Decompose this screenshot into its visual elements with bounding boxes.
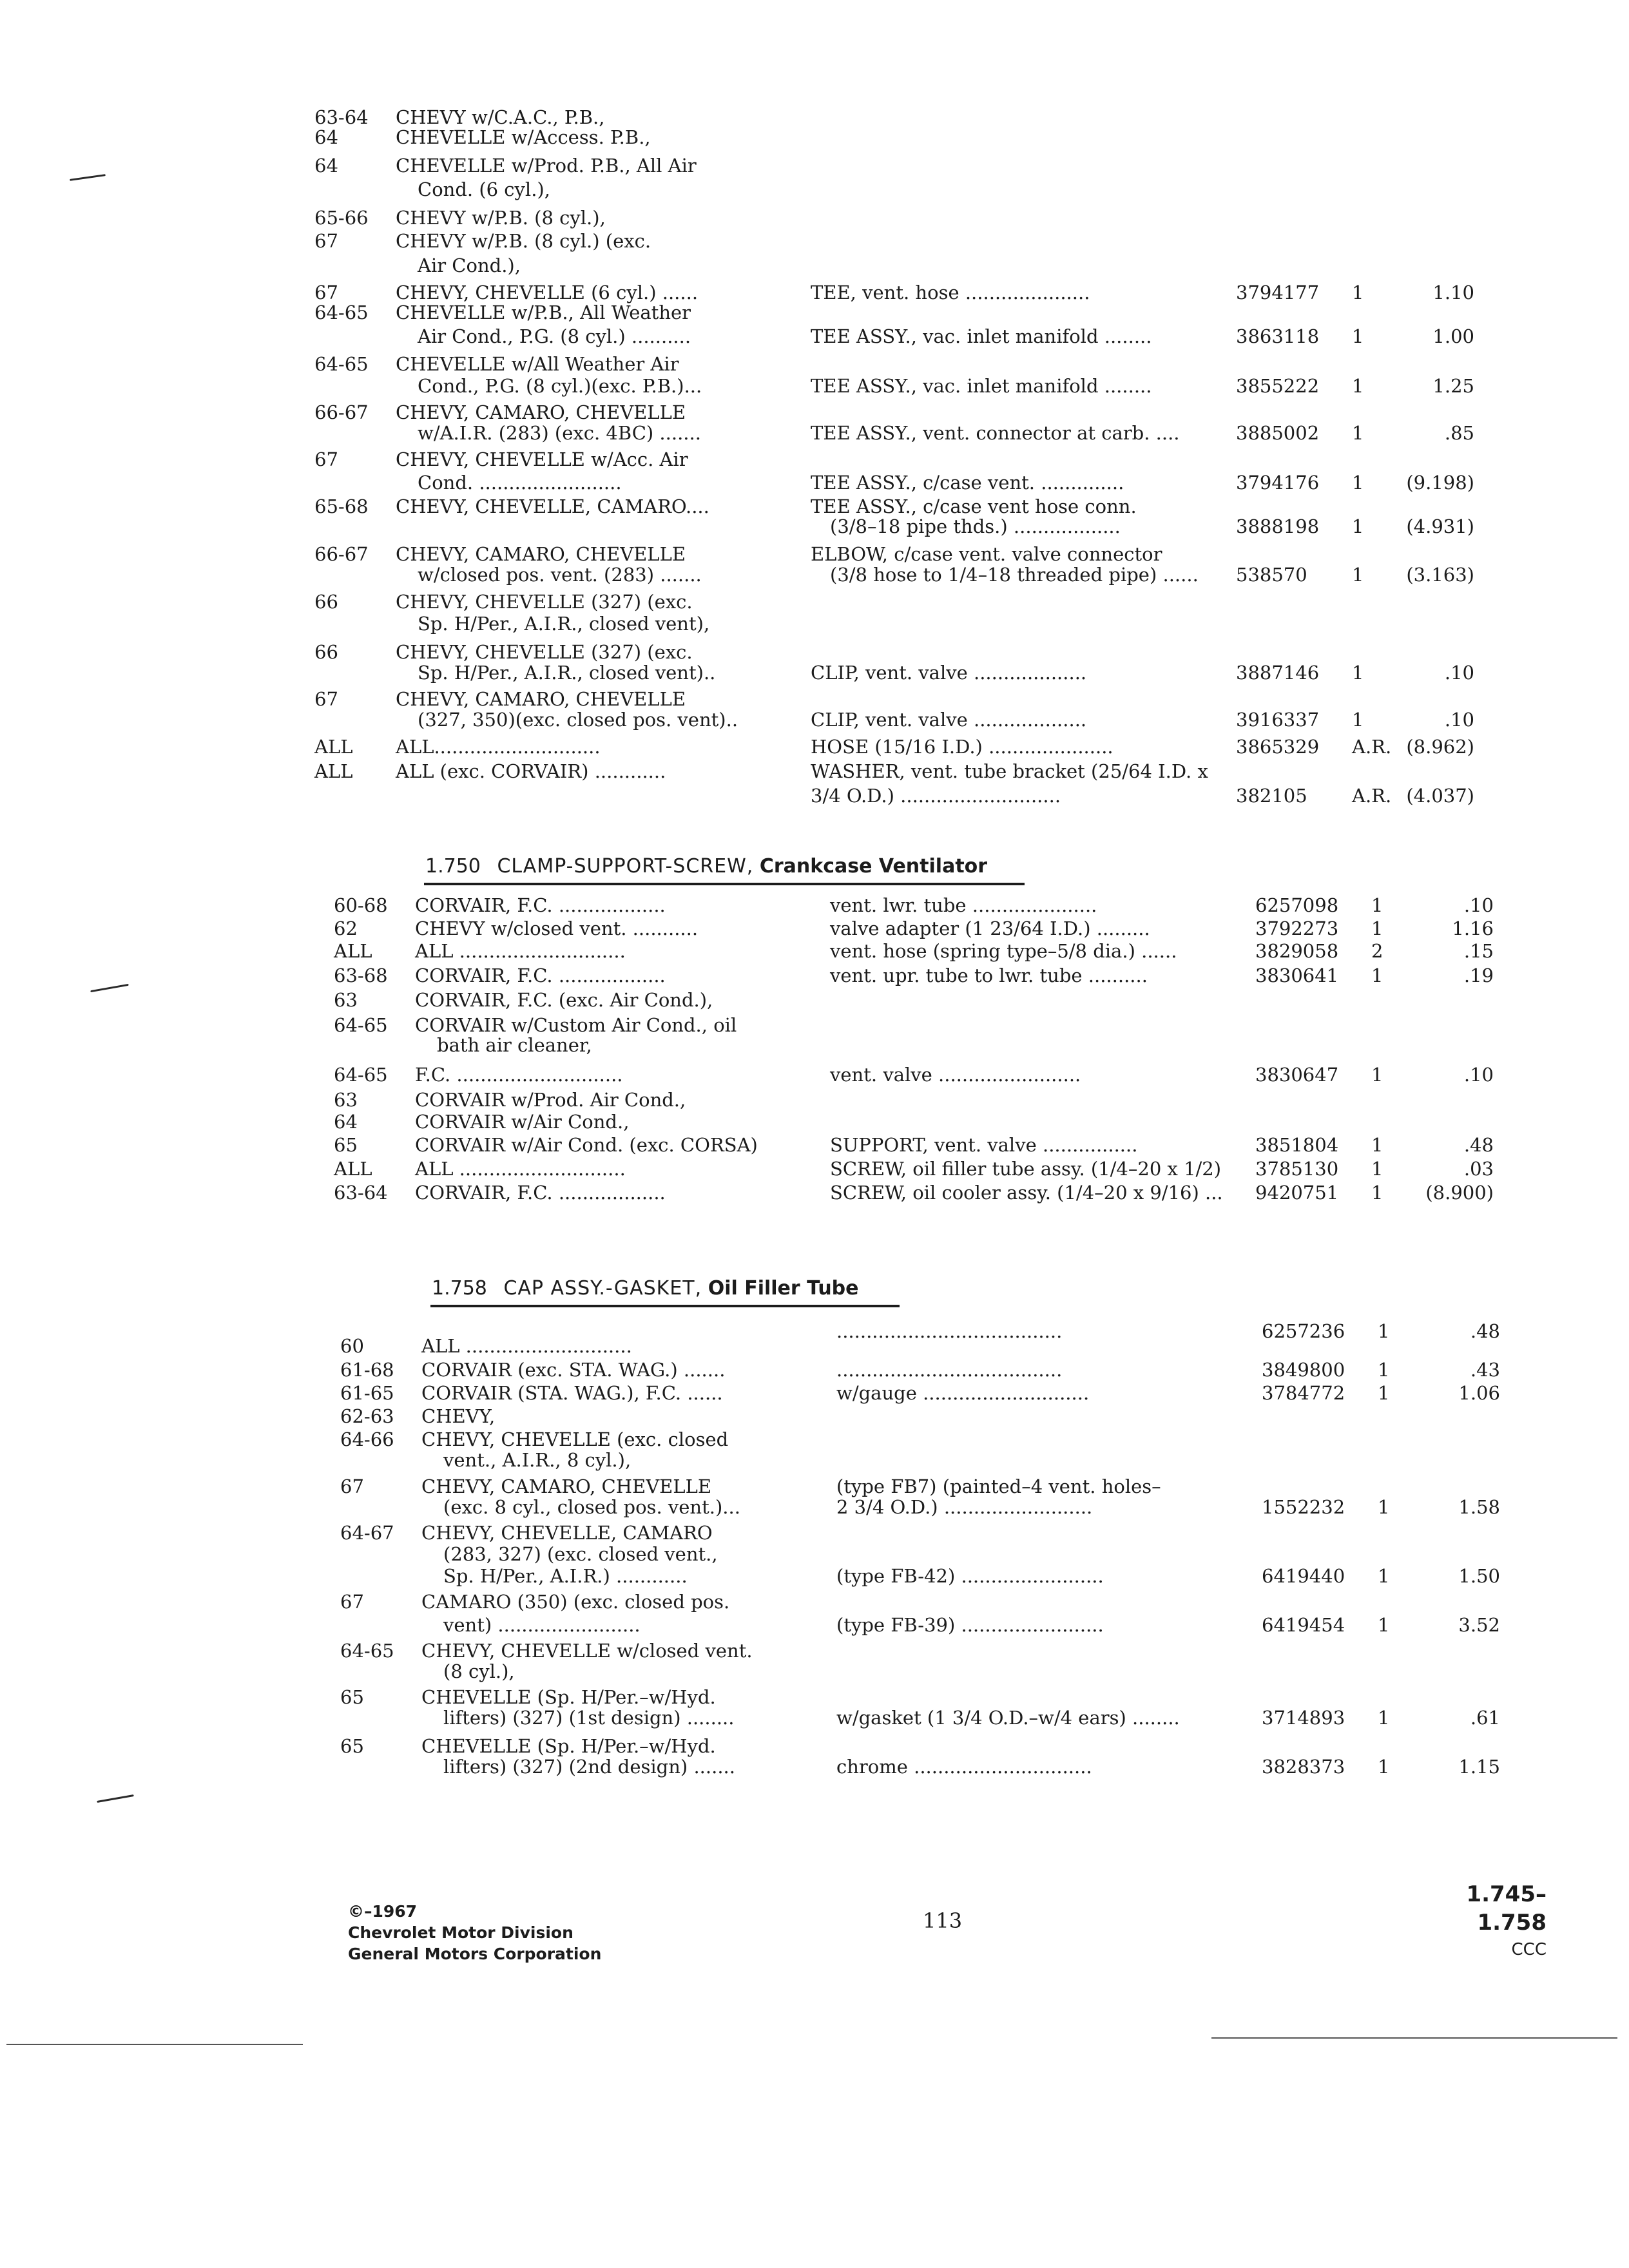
application-cell: CHEVY, CHEVELLE w/Acc. Air	[396, 448, 688, 470]
application-cell: vent) ........................	[443, 1614, 641, 1636]
application-cell: CAMARO (350) (exc. closed pos.	[421, 1591, 730, 1613]
publisher-block	[348, 1901, 601, 1965]
price-cell: 1.16	[1452, 918, 1494, 939]
application-cell: CHEVY w/C.A.C., P.B.,	[396, 106, 605, 128]
year-cell: 67	[340, 1475, 364, 1497]
description-cell: (3/8–18 pipe thds.) ..................	[830, 515, 1121, 537]
quantity-cell: 1	[1352, 282, 1364, 303]
application-cell: (exc. 8 cyl., closed pos. vent.)...	[443, 1496, 740, 1518]
description-cell: valve adapter (1 23/64 I.D.) .........	[830, 918, 1150, 939]
application-cell: ALL ............................	[415, 1158, 626, 1180]
part-number-cell: 3829058	[1255, 940, 1339, 962]
description-cell: w/gauge ............................	[836, 1382, 1090, 1404]
corporation-name: General Motors Corporation	[348, 1945, 602, 1963]
part-number-cell: 3888198	[1236, 515, 1320, 537]
quantity-cell: 2	[1371, 940, 1383, 962]
application-cell: Sp. H/Per., A.I.R., closed vent),	[418, 613, 710, 635]
description-cell: TEE ASSY., vac. inlet manifold ........	[811, 375, 1152, 397]
application-cell: CHEVY, CHEVELLE, CAMARO	[421, 1522, 713, 1544]
year-cell: 67	[314, 282, 338, 303]
year-cell: 62-63	[340, 1405, 394, 1427]
description-cell: SCREW, oil cooler assy. (1/4–20 x 9/16) ...	[830, 1182, 1223, 1204]
application-cell: ALL (exc. CORVAIR) ............	[396, 760, 666, 782]
application-cell: CHEVELLE w/All Weather Air	[396, 353, 679, 375]
bottom-edge-line	[1211, 2037, 1617, 2039]
application-cell: lifters) (327) (1st design) ........	[443, 1707, 735, 1729]
description-cell: HOSE (15/16 I.D.) .....................	[811, 736, 1113, 758]
application-cell: CORVAIR (STA. WAG.), F.C. ......	[421, 1382, 723, 1404]
year-cell: 64-65	[314, 302, 369, 323]
section-heading: CLAMP-SUPPORT-SCREW,	[497, 855, 754, 878]
description-cell: ......................................	[836, 1320, 1063, 1342]
description-cell: vent. valve ........................	[830, 1064, 1081, 1086]
part-number-cell: 3714893	[1262, 1707, 1345, 1729]
application-cell: CORVAIR w/Custom Air Cond., oil	[415, 1014, 737, 1036]
application-cell: w/closed pos. vent. (283) .......	[418, 564, 702, 586]
price-cell: .10	[1463, 1064, 1494, 1086]
part-number-cell: 3863118	[1236, 325, 1320, 347]
year-cell: 63-64	[314, 106, 369, 128]
quantity-cell: 1	[1378, 1565, 1390, 1587]
section-title-1758	[432, 1276, 859, 1302]
year-cell: ALL	[314, 760, 353, 782]
part-number-cell: 6419454	[1262, 1614, 1345, 1636]
description-cell: CLIP, vent. valve ...................	[811, 709, 1087, 731]
year-cell: 63-64	[334, 1182, 388, 1204]
year-cell: 61-65	[340, 1382, 394, 1404]
application-cell: CHEVY, CHEVELLE, CAMARO....	[396, 495, 709, 517]
year-cell: 65	[340, 1686, 364, 1708]
application-cell: CHEVELLE w/P.B., All Weather	[396, 302, 691, 323]
price-cell: .10	[1444, 662, 1474, 684]
part-number-cell: 3785130	[1255, 1158, 1339, 1180]
price-cell: (9.198)	[1406, 472, 1474, 494]
quantity-cell: 1	[1371, 1158, 1383, 1180]
description-cell: TEE ASSY., c/case vent hose conn.	[811, 495, 1137, 517]
part-number-cell: 3830647	[1255, 1064, 1339, 1086]
application-cell: CORVAIR w/Air Cond.,	[415, 1111, 630, 1133]
part-number-cell: 3916337	[1236, 709, 1320, 731]
application-cell: CHEVY w/P.B. (8 cyl.),	[396, 207, 606, 229]
year-cell: ALL	[334, 940, 372, 962]
part-number-cell: 3830641	[1255, 965, 1339, 986]
part-number-cell: 9420751	[1255, 1182, 1339, 1204]
year-cell: 64	[334, 1111, 358, 1133]
part-number-cell: 3792273	[1255, 918, 1339, 939]
quantity-cell: 1	[1378, 1496, 1390, 1518]
description-cell: vent. hose (spring type–5/8 dia.) ......	[830, 940, 1177, 962]
part-number-cell: 6257236	[1262, 1320, 1345, 1342]
description-cell: (type FB-42) ........................	[836, 1565, 1104, 1587]
price-cell: 1.15	[1458, 1756, 1500, 1778]
application-cell: CHEVY, CAMARO, CHEVELLE	[396, 401, 686, 423]
year-cell: 61-68	[340, 1359, 394, 1381]
application-cell: CORVAIR, F.C. (exc. Air Cond.),	[415, 989, 713, 1011]
section-underline	[430, 1305, 900, 1307]
application-cell: CORVAIR (exc. STA. WAG.) .......	[421, 1359, 726, 1381]
quantity-cell: 1	[1352, 422, 1364, 444]
application-cell: ALL ............................	[415, 940, 626, 962]
part-number-cell: 3885002	[1236, 422, 1320, 444]
quantity-cell: 1	[1378, 1707, 1390, 1729]
quantity-cell: 1	[1352, 375, 1364, 397]
description-cell: vent. upr. tube to lwr. tube ..........	[830, 965, 1148, 986]
quantity-cell: 1	[1378, 1756, 1390, 1778]
part-number-cell: 3849800	[1262, 1359, 1345, 1381]
section-number: 1.758	[432, 1277, 487, 1300]
year-cell: 67	[314, 688, 338, 710]
application-cell: CHEVY w/closed vent. ...........	[415, 918, 699, 939]
quantity-cell: A.R.	[1352, 736, 1392, 758]
description-cell: WASHER, vent. tube bracket (25/64 I.D. x	[811, 760, 1208, 782]
application-cell: Air Cond., P.G. (8 cyl.) ..........	[418, 325, 691, 347]
description-cell: 2 3/4 O.D.) .........................	[836, 1496, 1093, 1518]
description-cell: TEE ASSY., vac. inlet manifold ........	[811, 325, 1152, 347]
quantity-cell: 1	[1378, 1359, 1390, 1381]
quantity-cell: 1	[1378, 1320, 1390, 1342]
price-cell: .85	[1444, 422, 1474, 444]
year-cell: 64-66	[340, 1428, 394, 1450]
description-cell: SCREW, oil filler tube assy. (1/4–20 x 1/2)	[830, 1158, 1222, 1180]
description-cell: (type FB7) (painted–4 vent. holes–	[836, 1475, 1161, 1497]
application-cell: CORVAIR w/Air Cond. (exc. CORSA)	[415, 1134, 758, 1156]
quantity-cell: 1	[1378, 1382, 1390, 1404]
price-cell: (4.931)	[1406, 515, 1474, 537]
quantity-cell: 1	[1352, 709, 1364, 731]
description-cell: (3/8 hose to 1/4–18 threaded pipe) ......	[830, 564, 1199, 586]
quantity-cell: 1	[1371, 965, 1383, 986]
quantity-cell: 1	[1371, 1134, 1383, 1156]
quantity-cell: 1	[1371, 1064, 1383, 1086]
year-cell: 60	[340, 1335, 364, 1357]
application-cell: CHEVY, CHEVELLE w/closed vent.	[421, 1640, 753, 1662]
price-cell: (8.962)	[1406, 736, 1474, 758]
year-cell: 63	[334, 1089, 358, 1111]
application-cell: ALL ............................	[421, 1335, 632, 1357]
description-cell: ELBOW, c/case vent. valve connector	[811, 543, 1162, 565]
quantity-cell: 1	[1371, 1182, 1383, 1204]
application-cell: (327, 350)(exc. closed pos. vent)..	[418, 709, 738, 731]
section-number: 1.750	[425, 855, 481, 878]
application-cell: lifters) (327) (2nd design) .......	[443, 1756, 735, 1778]
quantity-cell: 1	[1352, 472, 1364, 494]
quantity-cell: 1	[1352, 564, 1364, 586]
price-cell: .43	[1470, 1359, 1500, 1381]
quantity-cell: 1	[1352, 325, 1364, 347]
price-cell: .19	[1463, 965, 1494, 986]
application-cell: w/A.I.R. (283) (exc. 4BC) .......	[418, 422, 701, 444]
year-cell: 65	[340, 1735, 364, 1757]
year-cell: 67	[340, 1591, 364, 1613]
description-cell: TEE, vent. hose .....................	[811, 282, 1090, 303]
application-cell: bath air cleaner,	[437, 1034, 592, 1056]
catalog-code: CCC	[1511, 1940, 1547, 1959]
application-cell: CHEVY w/P.B. (8 cyl.) (exc.	[396, 230, 651, 252]
price-cell: .48	[1470, 1320, 1500, 1342]
copyright: ©–1967	[348, 1902, 418, 1921]
year-cell: 60-68	[334, 894, 388, 916]
application-cell: Cond. (6 cyl.),	[418, 178, 550, 200]
margin-mark	[90, 984, 129, 992]
group-range: 1.745–1.758	[1466, 1881, 1547, 1936]
application-cell: CHEVY, CHEVELLE (327) (exc.	[396, 641, 693, 663]
quantity-cell: 1	[1352, 662, 1364, 684]
division-name: Chevrolet Motor Division	[348, 1923, 574, 1942]
bottom-edge-line	[6, 2044, 303, 2045]
application-cell: CORVAIR, F.C. ..................	[415, 965, 666, 986]
application-cell: CHEVY, CHEVELLE (6 cyl.) ......	[396, 282, 699, 303]
year-cell: 66	[314, 591, 338, 613]
description-cell: vent. lwr. tube .....................	[830, 894, 1097, 916]
year-cell: 65-66	[314, 207, 369, 229]
part-number-cell: 1552232	[1262, 1496, 1345, 1518]
year-cell: 64-67	[340, 1522, 394, 1544]
price-cell: 1.50	[1458, 1565, 1500, 1587]
application-cell: CHEVY, CAMARO, CHEVELLE	[396, 543, 686, 565]
description-cell: TEE ASSY., c/case vent. ..............	[811, 472, 1124, 494]
application-cell: Air Cond.),	[418, 255, 521, 276]
part-number-cell: 6257098	[1255, 894, 1339, 916]
part-number-cell: 3828373	[1262, 1756, 1345, 1778]
section-title-1750	[425, 854, 987, 879]
margin-mark	[70, 174, 106, 181]
margin-mark	[97, 1794, 134, 1803]
year-cell: 66	[314, 641, 338, 663]
part-number-cell: 3794176	[1236, 472, 1320, 494]
page-number: 113	[923, 1908, 963, 1933]
section-subheading: Crankcase Ventilator	[759, 855, 988, 878]
description-cell: TEE ASSY., vent. connector at carb. ....	[811, 422, 1180, 444]
year-cell: 65-68	[314, 495, 369, 517]
application-cell: CHEVELLE (Sp. H/Per.–w/Hyd.	[421, 1735, 716, 1757]
price-cell: (8.900)	[1425, 1182, 1494, 1204]
part-number-cell: 3865329	[1236, 736, 1320, 758]
price-cell: .61	[1470, 1707, 1500, 1729]
year-cell: 62	[334, 918, 358, 939]
quantity-cell: A.R.	[1352, 785, 1392, 807]
price-cell: 3.52	[1458, 1614, 1500, 1636]
application-cell: CORVAIR, F.C. ..................	[415, 1182, 666, 1204]
part-number-cell: 3887146	[1236, 662, 1320, 684]
year-cell: 64-65	[314, 353, 369, 375]
description-cell: SUPPORT, vent. valve ................	[830, 1134, 1138, 1156]
price-cell: 1.25	[1432, 375, 1474, 397]
application-cell: CHEVY, CAMARO, CHEVELLE	[396, 688, 686, 710]
price-cell: .10	[1463, 894, 1494, 916]
application-cell: (283, 327) (exc. closed vent.,	[443, 1543, 718, 1565]
description-cell: chrome ..............................	[836, 1756, 1092, 1778]
application-cell: vent., A.I.R., 8 cyl.),	[443, 1449, 631, 1471]
application-cell: CORVAIR, F.C. ..................	[415, 894, 666, 916]
section-subheading: Oil Filler Tube	[708, 1277, 859, 1300]
section-heading: CAP ASSY.-GASKET,	[503, 1277, 702, 1300]
price-cell: 1.10	[1432, 282, 1474, 303]
price-cell: .03	[1463, 1158, 1494, 1180]
description-cell: ......................................	[836, 1359, 1063, 1381]
year-cell: 67	[314, 448, 338, 470]
year-cell: ALL	[314, 736, 353, 758]
application-cell: F.C. ............................	[415, 1064, 623, 1086]
description-cell: 3/4 O.D.) ...........................	[811, 785, 1061, 807]
description-cell: CLIP, vent. valve ...................	[811, 662, 1087, 684]
part-number-cell: 3851804	[1255, 1134, 1339, 1156]
part-number-cell: 382105	[1236, 785, 1307, 807]
application-cell: CHEVELLE w/Access. P.B.,	[396, 126, 651, 148]
section-underline	[424, 883, 1025, 885]
year-cell: ALL	[334, 1158, 372, 1180]
price-cell: 1.06	[1458, 1382, 1500, 1404]
quantity-cell: 1	[1371, 918, 1383, 939]
application-cell: CHEVELLE w/Prod. P.B., All Air	[396, 155, 697, 177]
quantity-cell: 1	[1352, 515, 1364, 537]
year-cell: 67	[314, 230, 338, 252]
quantity-cell: 1	[1378, 1614, 1390, 1636]
group-range-block	[1411, 1880, 1547, 1963]
part-number-cell: 538570	[1236, 564, 1307, 586]
part-number-cell: 3784772	[1262, 1382, 1345, 1404]
year-cell: 64-65	[334, 1014, 388, 1036]
application-cell: Cond. ........................	[418, 472, 622, 494]
part-number-cell: 6419440	[1262, 1565, 1345, 1587]
price-cell: (3.163)	[1406, 564, 1474, 586]
year-cell: 66-67	[314, 401, 369, 423]
price-cell: .10	[1444, 709, 1474, 731]
application-cell: Sp. H/Per., A.I.R., closed vent)..	[418, 662, 716, 684]
year-cell: 64	[314, 126, 338, 148]
year-cell: 64-65	[334, 1064, 388, 1086]
part-number-cell: 3794177	[1236, 282, 1320, 303]
description-cell: (type FB-39) ........................	[836, 1614, 1104, 1636]
application-cell: CORVAIR w/Prod. Air Cond.,	[415, 1089, 686, 1111]
price-cell: 1.00	[1432, 325, 1474, 347]
application-cell: CHEVY, CHEVELLE (exc. closed	[421, 1428, 729, 1450]
description-cell: w/gasket (1 3/4 O.D.–w/4 ears) ........	[836, 1707, 1180, 1729]
year-cell: 64-65	[340, 1640, 394, 1662]
part-number-cell: 3855222	[1236, 375, 1320, 397]
quantity-cell: 1	[1371, 894, 1383, 916]
application-cell: (8 cyl.),	[443, 1660, 515, 1682]
price-cell: .48	[1463, 1134, 1494, 1156]
price-cell: (4.037)	[1406, 785, 1474, 807]
year-cell: 65	[334, 1134, 358, 1156]
application-cell: CHEVELLE (Sp. H/Per.–w/Hyd.	[421, 1686, 716, 1708]
price-cell: 1.58	[1458, 1496, 1500, 1518]
application-cell: Cond., P.G. (8 cyl.)(exc. P.B.)...	[418, 375, 702, 397]
application-cell: CHEVY, CHEVELLE (327) (exc.	[396, 591, 693, 613]
year-cell: 63-68	[334, 965, 388, 986]
year-cell: 64	[314, 155, 338, 177]
application-cell: ALL............................	[396, 736, 601, 758]
application-cell: CHEVY, CAMARO, CHEVELLE	[421, 1475, 711, 1497]
application-cell: CHEVY,	[421, 1405, 496, 1427]
year-cell: 63	[334, 989, 358, 1011]
price-cell: .15	[1463, 940, 1494, 962]
year-cell: 66-67	[314, 543, 369, 565]
application-cell: Sp. H/Per., A.I.R.) ............	[443, 1565, 688, 1587]
